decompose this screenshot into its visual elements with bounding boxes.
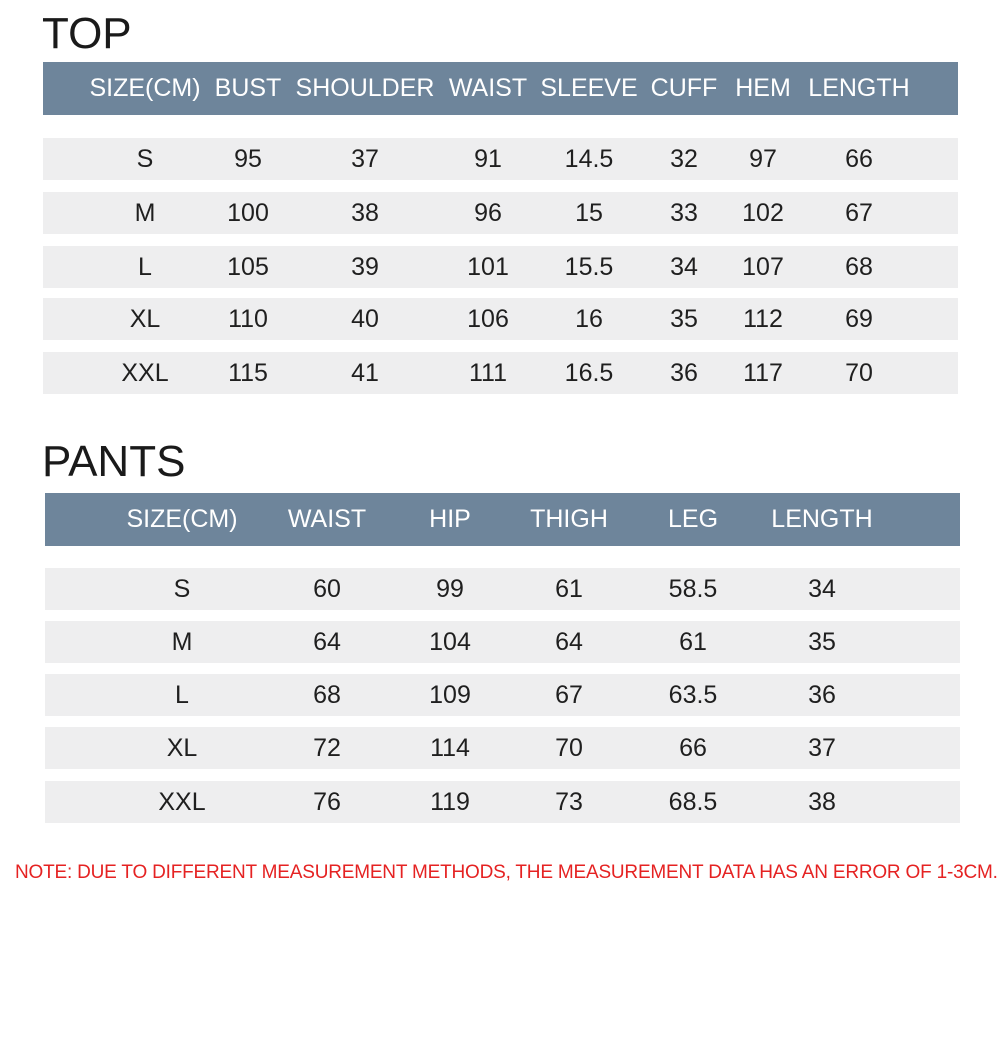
table-cell: 95 [234, 144, 262, 173]
pants-table-row [45, 781, 960, 823]
table-cell: 64 [555, 627, 583, 656]
table-cell: 115 [228, 358, 268, 387]
measurement-note: NOTE: DUE TO DIFFERENT MEASUREMENT METHODS, THE MEASUREMENT DATA HAS AN ERROR OF 1-3CM. [15, 862, 998, 883]
table-cell: 16.5 [564, 358, 614, 387]
table-cell: 100 [227, 198, 269, 227]
pants-header-thigh: THIGH [530, 505, 608, 533]
top-header-size: SIZE(CM) [89, 74, 201, 102]
table-cell: 67 [845, 198, 873, 227]
top-header-cuff: CUFF [650, 74, 718, 102]
table-cell: 106 [467, 304, 509, 333]
table-cell: 66 [845, 144, 873, 173]
top-table-row [43, 138, 958, 180]
table-cell: 105 [227, 252, 269, 281]
table-cell: 110 [228, 304, 268, 333]
table-cell: 91 [474, 144, 502, 173]
top-table-row [43, 246, 958, 288]
top-table-header [43, 62, 958, 115]
table-cell: 35 [808, 627, 836, 656]
table-cell: 73 [555, 787, 583, 816]
table-cell: 68 [845, 252, 873, 281]
table-cell: M [171, 627, 193, 656]
table-cell: 61 [555, 574, 583, 603]
table-cell: 14.5 [564, 144, 614, 173]
table-cell: 36 [808, 680, 836, 709]
table-cell: 63.5 [668, 680, 718, 709]
pants-header-hip: HIP [429, 505, 471, 533]
pants-table-header [45, 493, 960, 546]
table-cell: 67 [555, 680, 583, 709]
table-cell: 15.5 [564, 252, 614, 281]
table-cell: 99 [436, 574, 464, 603]
pants-size-table [45, 493, 960, 828]
table-cell: 15 [575, 198, 603, 227]
table-cell: XL [129, 304, 161, 333]
table-cell: 58.5 [668, 574, 718, 603]
table-cell: 37 [351, 144, 379, 173]
table-cell: 40 [351, 304, 379, 333]
table-cell: 112 [743, 304, 783, 333]
top-section-title: TOP [42, 9, 132, 58]
top-table-row [43, 298, 958, 340]
table-cell: 35 [670, 304, 698, 333]
table-cell: 111 [468, 358, 508, 387]
table-cell: M [134, 198, 156, 227]
table-cell: 76 [313, 787, 341, 816]
top-header-waist: WAIST [448, 74, 528, 102]
table-cell: 61 [679, 627, 707, 656]
pants-header-length: LENGTH [771, 505, 873, 533]
table-cell: 102 [742, 198, 784, 227]
table-cell: L [175, 680, 189, 709]
table-cell: 68 [313, 680, 341, 709]
table-cell: 104 [429, 627, 471, 656]
table-cell: 96 [474, 198, 502, 227]
table-cell: 41 [351, 358, 379, 387]
top-header-shoulder: SHOULDER [295, 74, 435, 102]
table-cell: 66 [679, 733, 707, 762]
pants-header-waist: WAIST [287, 505, 367, 533]
table-cell: S [136, 144, 154, 173]
pants-header-leg: LEG [667, 505, 719, 533]
table-cell: 107 [742, 252, 784, 281]
table-cell: 114 [430, 733, 470, 762]
table-cell: 101 [467, 252, 509, 281]
table-cell: 39 [351, 252, 379, 281]
top-size-table [43, 62, 958, 397]
table-cell: 119 [430, 787, 470, 816]
table-cell: L [138, 252, 152, 281]
table-cell: XL [166, 733, 198, 762]
table-cell: 34 [808, 574, 836, 603]
table-cell: 36 [670, 358, 698, 387]
table-cell: 34 [670, 252, 698, 281]
table-cell: 38 [808, 787, 836, 816]
table-cell: 70 [845, 358, 873, 387]
top-header-hem: HEM [735, 74, 791, 102]
top-header-sleeve: SLEEVE [540, 74, 638, 102]
pants-table-row [45, 568, 960, 610]
table-cell: XXL [121, 358, 169, 387]
table-cell: 117 [743, 358, 783, 387]
pants-header-size: SIZE(CM) [126, 505, 238, 533]
table-cell: 69 [845, 304, 873, 333]
top-table-row [43, 192, 958, 234]
pants-table-row [45, 621, 960, 663]
top-header-length: LENGTH [808, 74, 910, 102]
table-cell: S [173, 574, 191, 603]
table-cell: 38 [351, 198, 379, 227]
table-cell: 64 [313, 627, 341, 656]
table-cell: 70 [555, 733, 583, 762]
table-cell: 33 [670, 198, 698, 227]
top-header-bust: BUST [214, 74, 282, 102]
table-cell: 60 [313, 574, 341, 603]
table-cell: 37 [808, 733, 836, 762]
table-cell: 68.5 [668, 787, 718, 816]
top-table-row [43, 352, 958, 394]
table-cell: 32 [670, 144, 698, 173]
pants-table-row [45, 727, 960, 769]
table-cell: XXL [158, 787, 206, 816]
table-cell: 72 [313, 733, 341, 762]
table-cell: 16 [575, 304, 603, 333]
pants-table-row [45, 674, 960, 716]
table-cell: 109 [429, 680, 471, 709]
pants-section-title: PANTS [42, 437, 186, 486]
table-cell: 97 [749, 144, 777, 173]
